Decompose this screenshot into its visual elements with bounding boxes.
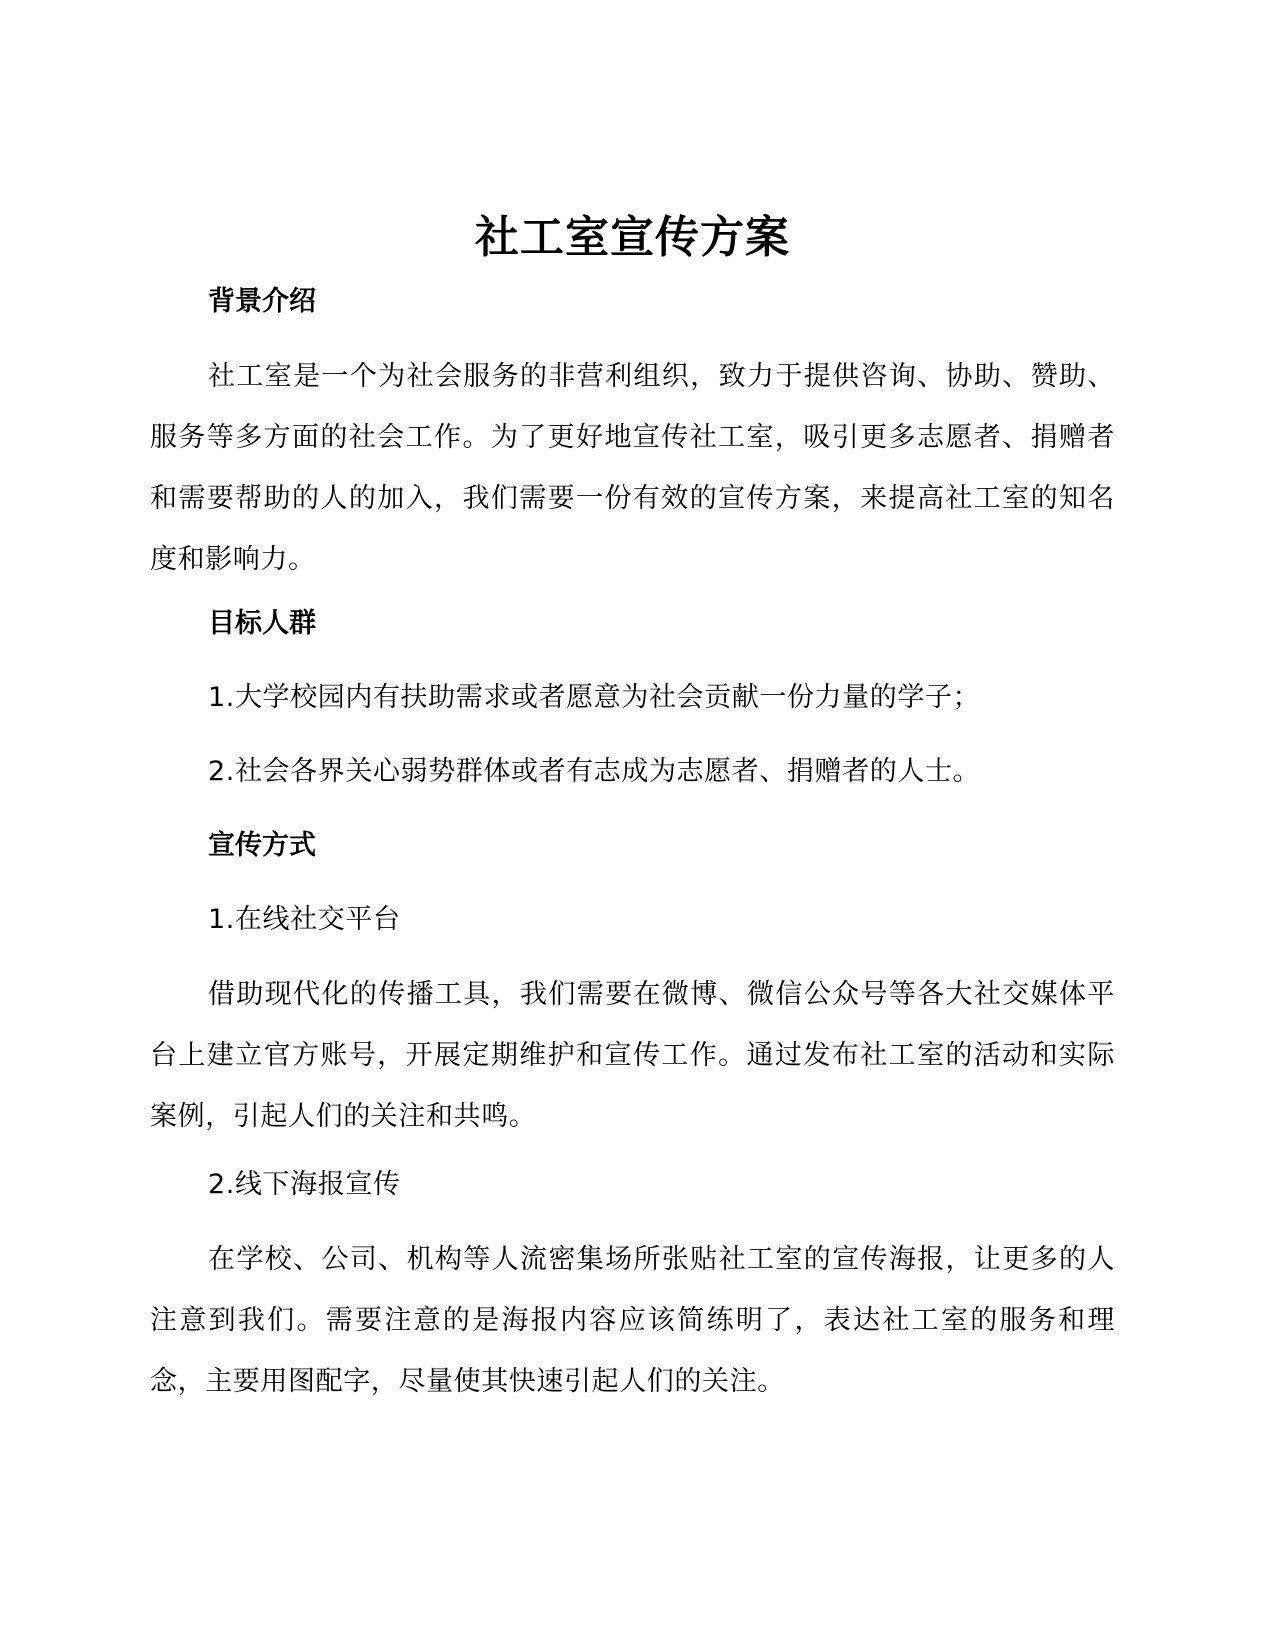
method-label-online: 1.在线社交平台 (208, 904, 401, 935)
paragraph-background: 社工室是一个为社会服务的非营利组织，致力于提供咨询、协助、赞助、服务等多方面的社会工作。为了更好地宣传社工室，吸引更多志愿者、捐赠者和需要帮助的人的加入，我们需要一份有效的宣传方案，来提高社工室的知名度和影响力。 (150, 361, 1115, 575)
list-item-target-2: 2.社会各界关心弱势群体或者有志成为志愿者、捐赠者的人士。 (208, 756, 981, 787)
paragraph-offline: 在学校、公司、机构等人流密集场所张贴社工室的宣传海报，让更多的人注意到我们。需要注意的是海报内容应该简练明了，表达社工室的服务和理念，主要用图配字，尽量使其快速引起人们的关注。 (150, 1244, 1115, 1397)
paragraph-online: 借助现代化的传播工具，我们需要在微博、微信公众号等各大社交媒体平台上建立官方账号，开展定期维护和宣传工作。通过发布社工室的活动和实际案例，引起人们的关注和共鸣。 (150, 979, 1115, 1132)
document-page (150, 0, 1115, 1650)
document-title: 社工室宣传方案 (475, 212, 790, 263)
method-label-offline: 2.线下海报宣传 (208, 1169, 401, 1200)
section-heading-methods: 宣传方式 (208, 830, 316, 861)
section-heading-background: 背景介绍 (208, 286, 316, 317)
list-item-target-1: 1.大学校园内有扶助需求或者愿意为社会贡献一份力量的学子； (208, 682, 981, 713)
section-heading-target: 目标人群 (208, 608, 316, 639)
